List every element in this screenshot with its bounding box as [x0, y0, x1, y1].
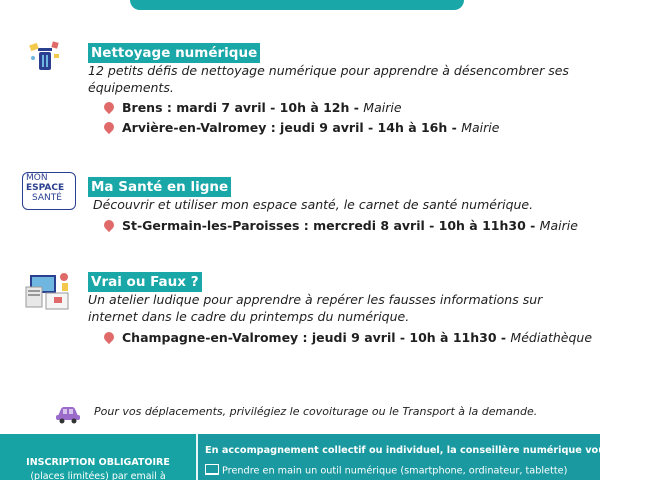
covoiturage-text: Pour vos déplacements, privilégiez le covoiturage ou le Transport à la demande. [94, 405, 538, 418]
workshop-nettoyage [0, 38, 600, 138]
logo-text: SANTÉ [32, 193, 62, 203]
session-venue: Mairie [461, 120, 500, 135]
map-pin-icon [102, 100, 116, 114]
accompagnement-panel [198, 434, 645, 480]
workshop-vrai-faux [0, 265, 600, 355]
page-banner-title [130, 0, 464, 4]
map-pin-icon [102, 330, 116, 344]
logo-text: MON [26, 173, 48, 183]
map-pin-icon [102, 120, 116, 134]
session-venue: Mairie [539, 218, 578, 233]
session-line [104, 329, 592, 346]
session-line [104, 217, 578, 234]
workshop-description: Découvrir et utiliser mon espace santé, le carnet de santé numérique. [93, 197, 534, 212]
workshop-sante [0, 170, 600, 240]
session-place-time: Champagne-en-Valromey : jeudi 9 avril - 10h à 11h30 - [122, 330, 511, 345]
inscription-subtitle: (places limitées) par email à [30, 471, 166, 482]
footer [0, 434, 645, 482]
session-place-time: St-Germain-les-Paroisses : mercredi 8 avril - 10h à 11h30 - [122, 218, 540, 233]
accompagnement-item [205, 465, 567, 477]
recycle-bin-icon [24, 40, 74, 80]
workshop-title: Nettoyage numérique [88, 43, 260, 63]
session-line [104, 99, 402, 116]
logo-text: ESPACE [26, 183, 65, 193]
workshop-description: Un atelier ludique pour apprendre à repérer les fausses informations sur internet dans le cadre du printemps du numérique. [88, 292, 543, 324]
session-venue: Mairie [363, 100, 402, 115]
car-icon [54, 404, 82, 424]
inscription-title: INSCRIPTION OBLIGATOIRE [26, 457, 170, 468]
session-place-time: Brens : mardi 7 avril - 10h à 12h - [122, 100, 364, 115]
accompagnement-title: En accompagnement collectif ou individuel, la conseillère numérique vous aide : [205, 445, 645, 456]
covoiturage-note [50, 402, 590, 426]
map-pin-icon [102, 218, 116, 232]
media-screens-icon [24, 267, 74, 307]
laptop-icon [205, 464, 219, 475]
inscription-panel [0, 434, 196, 480]
mon-espace-sante-logo [22, 172, 74, 212]
session-line [104, 119, 499, 136]
workshop-title: Ma Santé en ligne [88, 177, 231, 197]
session-venue: Médiathèque [510, 330, 593, 345]
accompagnement-item-text: Prendre en main un outil numérique (smartphone, ordinateur, tablette) [222, 465, 568, 477]
workshop-title: Vrai ou Faux ? [88, 272, 202, 292]
page-banner [130, 0, 464, 10]
workshop-description: 12 petits défis de nettoyage numérique pour apprendre à désencombrer ses équipements. [88, 63, 569, 95]
session-place-time: Arvière-en-Valromey : jeudi 9 avril - 14h à 16h - [122, 120, 462, 135]
